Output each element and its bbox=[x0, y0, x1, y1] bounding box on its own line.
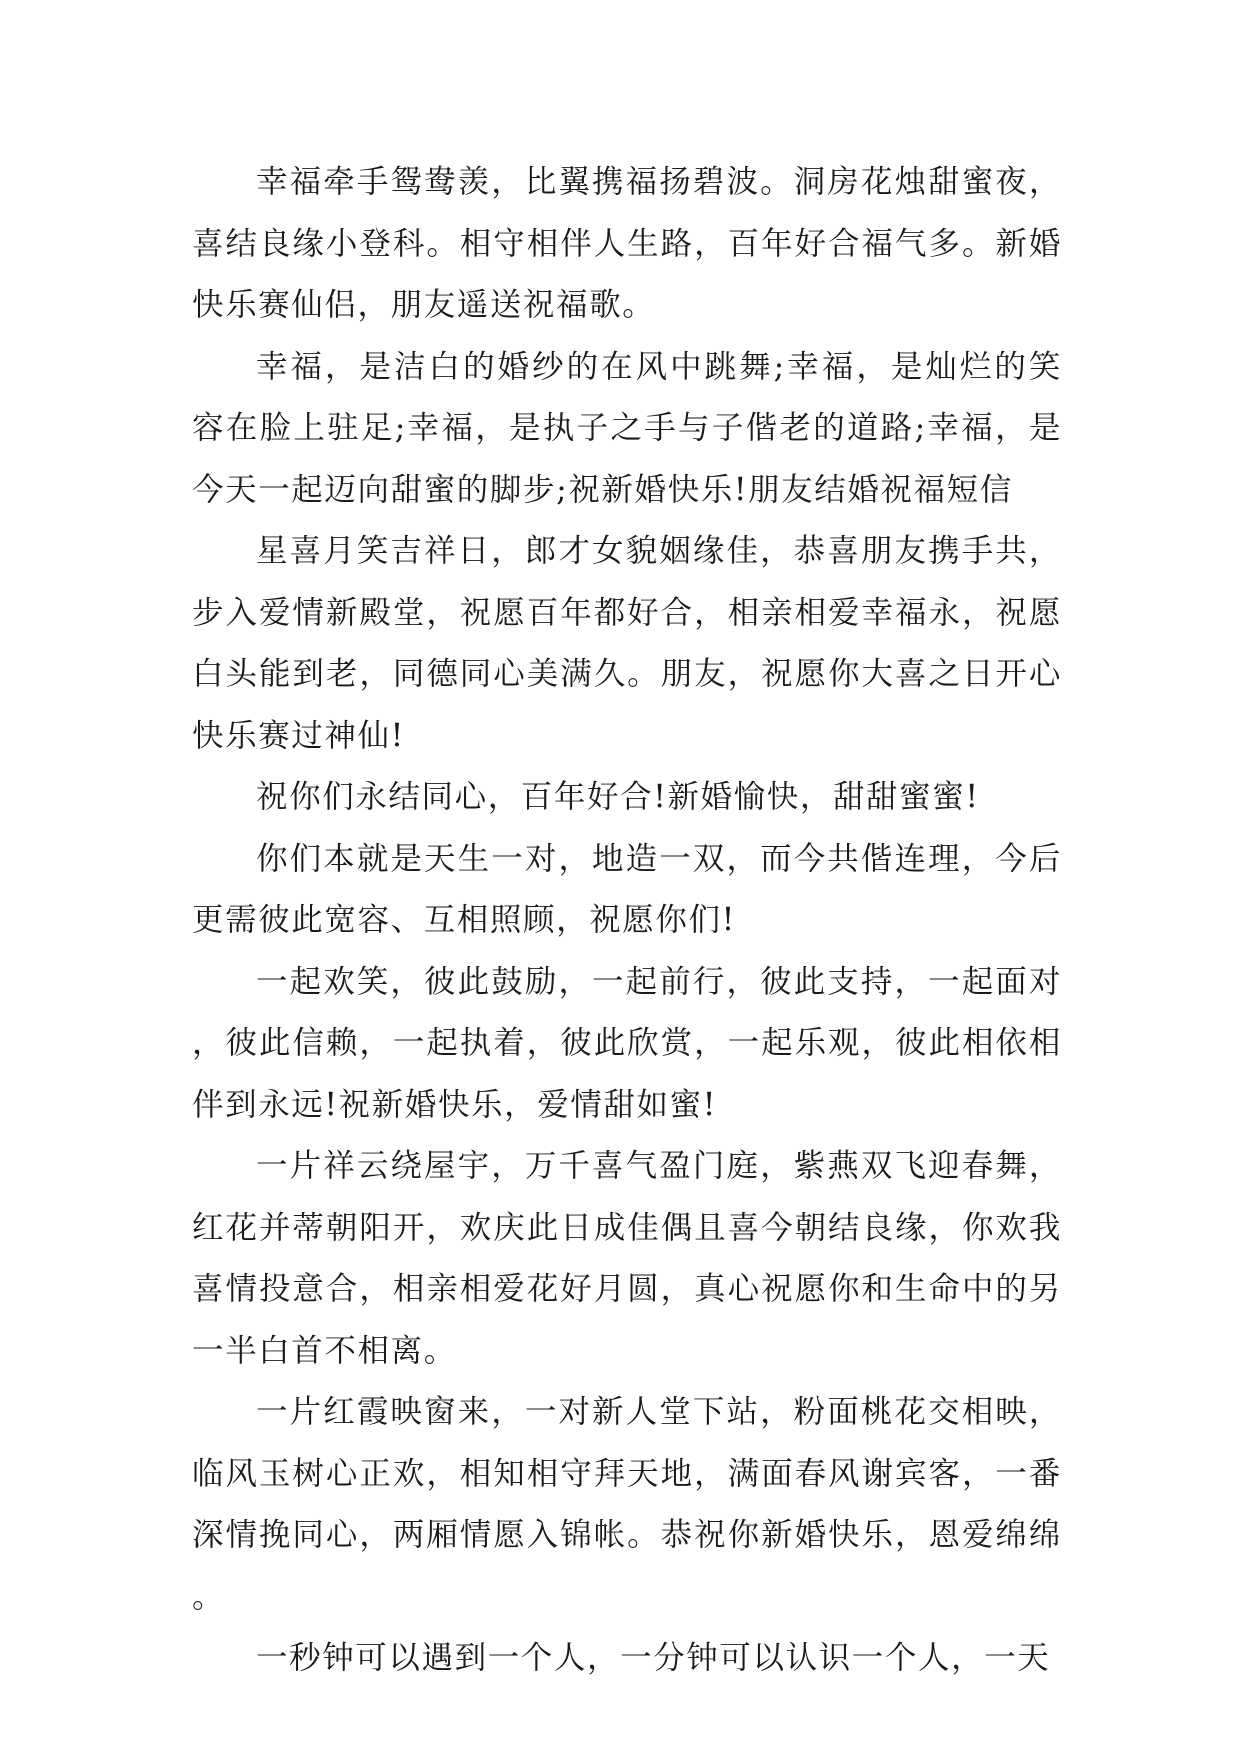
paragraph: 祝你们永结同心，百年好合!新婚愉快，甜甜蜜蜜! bbox=[256, 779, 980, 815]
paragraph: 你们本就是天生一对，地造一双，而今共偕连理，今后更需彼此宽容、互相照顾，祝愿你们! bbox=[192, 840, 1062, 938]
paragraph: 一片红霞映窗来，一对新人堂下站，粉面桃花交相映，临风玉树心正欢，相知相守拜天地，满面春风谢宾客，一番深情挽同心，两厢情愿入锦帐。恭祝你新婚快乐，恩爱绵绵。 bbox=[192, 1394, 1062, 1615]
paragraph: 幸福牵手鸳鸯羡，比翼携福扬碧波。洞房花烛甜蜜夜，喜结良缘小登科。相守相伴人生路，百年好合福气多。新婚快乐赛仙侣，朋友遥送祝福歌。 bbox=[192, 164, 1062, 323]
paragraph: 一起欢笑，彼此鼓励，一起前行，彼此支持，一起面对，彼此信赖，一起执着，彼此欣赏，一起乐观，彼此相依相伴到永远!祝新婚快乐，爱情甜如蜜! bbox=[192, 963, 1062, 1123]
paragraph: 星喜月笑吉祥日，郎才女貌姻缘佳，恭喜朋友携手共，步入爱情新殿堂，祝愿百年都好合，相亲相爱幸福永，祝愿白头能到老，同德同心美满久。朋友，祝愿你大喜之日开心快乐赛过神仙! bbox=[192, 533, 1062, 754]
paragraph: 一秒钟可以遇到一个人，一分钟可以认识一个人，一天 bbox=[256, 1640, 1051, 1676]
document-body bbox=[192, 152, 1062, 1690]
paragraph: 一片祥云绕屋宇，万千喜气盈门庭，紫燕双飞迎春舞，红花并蒂朝阳开，欢庆此日成佳偶且喜今朝结良缘，你欢我喜情投意合，相亲相爱花好月圆，真心祝愿你和生命中的另一半白首不相离。 bbox=[192, 1148, 1062, 1369]
paragraph: 幸福，是洁白的婚纱的在风中跳舞;幸福，是灿烂的笑容在脸上驻足;幸福，是执子之手与子偕老的道路;幸福，是今天一起迈向甜蜜的脚步;祝新婚快乐!朋友结婚祝福短信 bbox=[192, 348, 1062, 508]
